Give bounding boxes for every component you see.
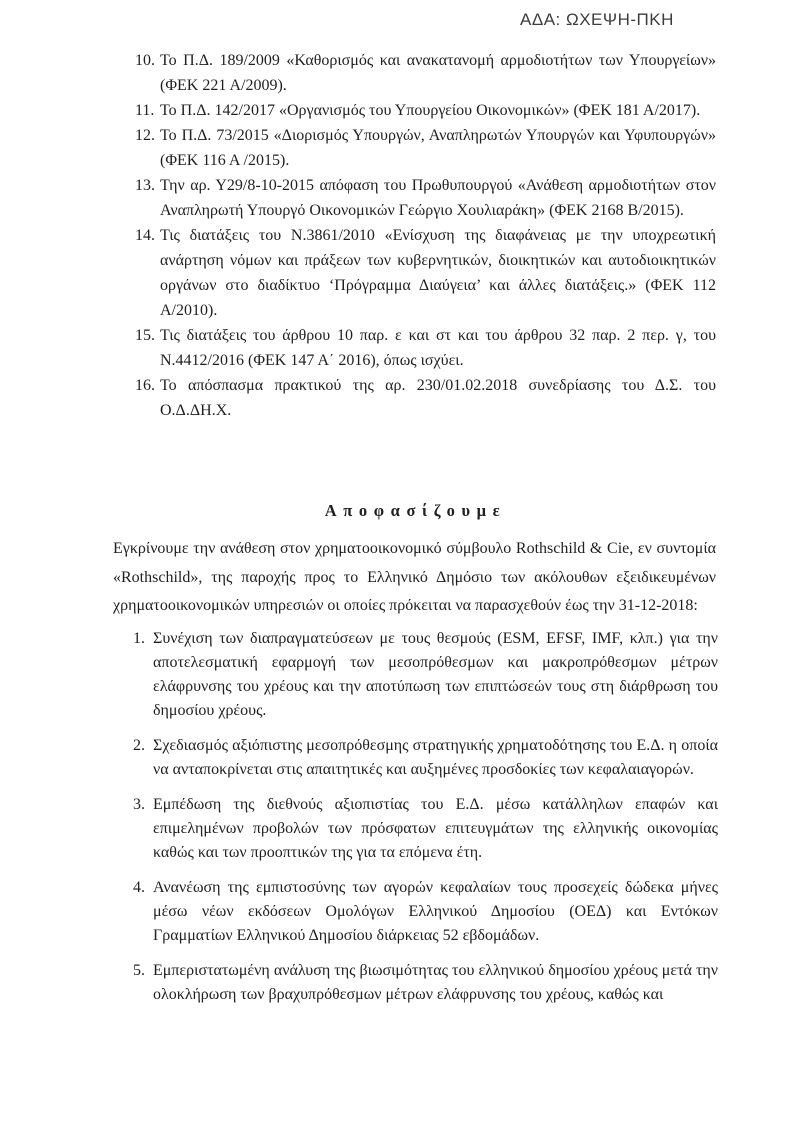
decision-intro-paragraph: Εγκρίνουμε την ανάθεση στον χρηματοοικονομικό σύμβουλο Rothschild & Cie, εν συντομία «Rothschild», της παροχής προς το Ελληνικό Δημόσιο των ακόλουθων εξειδικευμένων χρηματοοικονομικών υπηρεσιών οι οποίες πρόκειται να παρασχεθούν έως την 31-12-2018: — [113, 540, 716, 614]
list-item — [135, 223, 716, 323]
list-item-text: Εμπέδωση της διεθνούς αξιοπιστίας του Ε.Δ. μέσω κατάλληλων επαφών και επιμελημένων προβολών των πρόσφατων επιτευγμάτων της ελληνικής οικονομίας καθώς και των προοπτικών της για τα επόμενα έτη. — [153, 795, 718, 861]
list-item-text: Την αρ. Υ29/8-10-2015 απόφαση του Πρωθυπουργού «Ανάθεση αρμοδιοτήτων στον Αναπληρωτή Υπουργό Οικονομικών Γεώργιο Χουλιαράκη» (ΦΕΚ 2168 Β/2015). — [160, 177, 716, 219]
list-item-text: Ανανέωση της εμπιστοσύνης των αγορών κεφαλαίων τους προσεχείς δώδεκα μήνες μέσω νέων εκδόσεων Ομολόγων Ελληνικού Δημοσίου (ΟΕΔ) και Εντόκων Γραμματίων Ελληνικού Δημοσίου διάρκειας 52 εβδομάδων. — [153, 878, 718, 944]
list-item-number: 2. — [133, 736, 145, 754]
list-item-text: Το Π.Δ. 73/2015 «Διορισμός Υπουργών, Αναπληρωτών Υπουργών και Υφυπουργών» (ΦΕΚ 116 Α /2015). — [160, 127, 716, 169]
list-item-number: 16. — [135, 377, 155, 394]
services-list — [133, 627, 718, 1007]
list-item-number: 13. — [135, 177, 155, 194]
list-item — [133, 734, 718, 782]
list-item-number: 3. — [133, 795, 145, 813]
list-item-text: Εμπεριστατωμένη ανάλυση της βιωσιμότητας του ελληνικού δημοσίου χρέους μετά την ολοκλήρωση των βραχυπρόθεσμων μέτρων ελάφρυνσης του χρέους, καθώς και — [153, 961, 718, 1003]
list-item — [133, 793, 718, 865]
list-item-text: Το απόσπασμα πρακτικού της αρ. 230/01.02.2018 συνεδρίασης του Δ.Σ. του Ο.Δ.ΔΗ.Χ. — [160, 377, 716, 419]
list-item-text: Το Π.Δ. 142/2017 «Οργανισμός του Υπουργείου Οικονομικών» (ΦΕΚ 181 Α/2017). — [160, 102, 701, 119]
list-item-text: Τις διατάξεις του άρθρου 10 παρ. ε και στ και του άρθρου 32 παρ. 2 περ. γ, του Ν.4412/2016 (ΦΕΚ 147 Α΄ 2016), όπως ισχύει. — [160, 327, 716, 369]
list-item-number: 14. — [135, 227, 155, 244]
list-item — [133, 959, 718, 1007]
list-item-number: 4. — [133, 878, 145, 896]
ada-stamp: ΑΔΑ: ΩΧΕΨΗ-ΠΚΗ — [520, 10, 674, 29]
list-item-text: Συνέχιση των διαπραγματεύσεων με τους θεσμούς (ESM, EFSF, IMF, κλπ.) για την αποτελεσματική εφαρμογή των μεσοπρόθεσμων και μακροπρόθεσμων μέτρων ελάφρυνσης του χρέους και την αποτύπωση των επιπτώσεών τους στη διάρθρωση του δημοσίου χρέους. — [153, 629, 718, 719]
considerations-list — [135, 48, 716, 423]
list-item — [135, 123, 716, 173]
list-item — [135, 48, 716, 98]
list-item — [133, 627, 718, 723]
list-item-number: 5. — [133, 961, 145, 979]
list-item — [135, 323, 716, 373]
list-item-number: 1. — [133, 629, 145, 647]
list-item-number: 12. — [135, 127, 155, 144]
list-item-number: 11. — [135, 102, 155, 119]
decision-heading: Αποφασίζουμε — [324, 501, 507, 520]
list-item-number: 15. — [135, 327, 155, 344]
list-item-text: Σχεδιασμός αξιόπιστης μεσοπρόθεσμης στρατηγικής χρηματοδότησης του Ε.Δ. η οποία να ανταποκρίνεται στις απαιτητικές και αυξημένες προσδοκίες των κεφαλαιαγορών. — [153, 736, 718, 778]
list-item-text: Τις διατάξεις του Ν.3861/2010 «Ενίσχυση της διαφάνειας με την υποχρεωτική ανάρτηση νόμων και πράξεων των κυβερνητικών, διοικητικών και αυτοδιοικητικών οργάνων στο διαδίκτυο ‘Πρόγραμμα Διαύγεια’ και άλλες διατάξεις.» (ΦΕΚ 112 Α/2010). — [160, 227, 716, 319]
list-item-number: 10. — [135, 52, 155, 69]
list-item-text: Το Π.Δ. 189/2009 «Καθορισμός και ανακατανομή αρμοδιοτήτων των Υπουργείων» (ΦΕΚ 221 Α/2009). — [160, 52, 716, 94]
list-item — [135, 173, 716, 223]
list-item — [133, 876, 718, 948]
list-item — [135, 98, 716, 123]
list-item — [135, 373, 716, 423]
